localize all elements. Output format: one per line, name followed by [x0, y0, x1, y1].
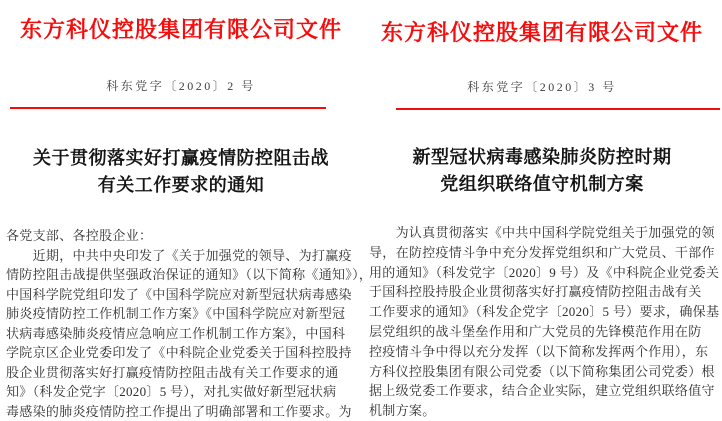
letterhead-org-title: 东方科仪控股集团有限公司文件	[364, 16, 720, 47]
text-line: 机制方案。	[369, 401, 720, 421]
text-line: 毒感染的肺炎疫情防控工作提出了明确部署和工作要求。为	[6, 402, 356, 421]
text-line: 近期，中共中央印发了《关于加强党的领导、为打赢疫	[6, 246, 356, 266]
text-line: 知》（科发企党字〔2020〕5 号），对扎实做好新型冠状病	[6, 382, 356, 402]
text-line: 党组织联络值守机制方案	[364, 171, 720, 198]
letterhead-divider-rule	[396, 108, 720, 110]
document-body	[369, 223, 720, 421]
document-title	[364, 144, 720, 198]
text-line: 肺炎疫情防控工作机制工作方案》《中国科学院应对新型冠	[6, 304, 356, 324]
document-number: 科东党字〔2020〕2 号	[6, 77, 356, 94]
document-number: 科东党字〔2020〕3 号	[364, 78, 720, 95]
text-line: 用的通知》（科发党字〔2020〕9 号）及《中科院企业党委关	[369, 263, 720, 283]
text-line: 股企业贯彻落实好打赢疫情防控阻击战有关工作要求的通	[6, 363, 356, 383]
text-line: 导，在防控疫情斗争中充分发挥党组织和广大党员、干部作	[369, 243, 720, 263]
text-line: 据上级党委工作要求，结合企业实际，建立党组织联络值守	[369, 381, 720, 401]
text-line: 各党支部、各控股企业：	[6, 226, 356, 246]
text-line: 为认真贯彻落实《中共中国科学院党组关于加强党的领	[369, 223, 720, 243]
text-line: 层党组织的战斗堡垒作用和广大党员的先锋模范作用在防	[369, 322, 720, 342]
text-line: 关于贯彻落实好打赢疫情防控阻击战	[6, 145, 356, 172]
text-line: 新型冠状病毒感染肺炎防控时期	[364, 144, 720, 171]
text-line: 控疫情斗争中得以充分发挥（以下简称发挥两个作用），东	[369, 342, 720, 362]
document-page-left	[6, 0, 356, 421]
letterhead-divider-rule	[10, 107, 326, 109]
text-line: 方科仪控股集团有限公司党委（以下简称集团公司党委）根	[369, 362, 720, 382]
text-line: 中国科学院党组印发了《中国科学院应对新型冠状病毒感染	[6, 285, 356, 305]
text-line: 有关工作要求的通知	[6, 172, 356, 199]
text-line: 学院京区企业党委印发了《中科院企业党委关于国科控股持	[6, 343, 356, 363]
letterhead-org-title: 东方科仪控股集团有限公司文件	[6, 13, 356, 44]
text-line: 工作要求的通知》（科发企党字〔2020〕5 号）要求，确保基	[369, 302, 720, 322]
text-line: 于国科控股持股企业贯彻落实好打赢疫情防控阻击战有关	[369, 282, 720, 302]
document-page-right	[364, 0, 720, 421]
text-line: 情防控阻击战提供坚强政治保证的通知》（以下简称《通知》），	[6, 265, 356, 285]
document-title	[6, 145, 356, 199]
document-body	[6, 226, 356, 421]
text-line: 状病毒感染肺炎疫情应急响应工作机制工作方案》，中国科	[6, 324, 356, 344]
